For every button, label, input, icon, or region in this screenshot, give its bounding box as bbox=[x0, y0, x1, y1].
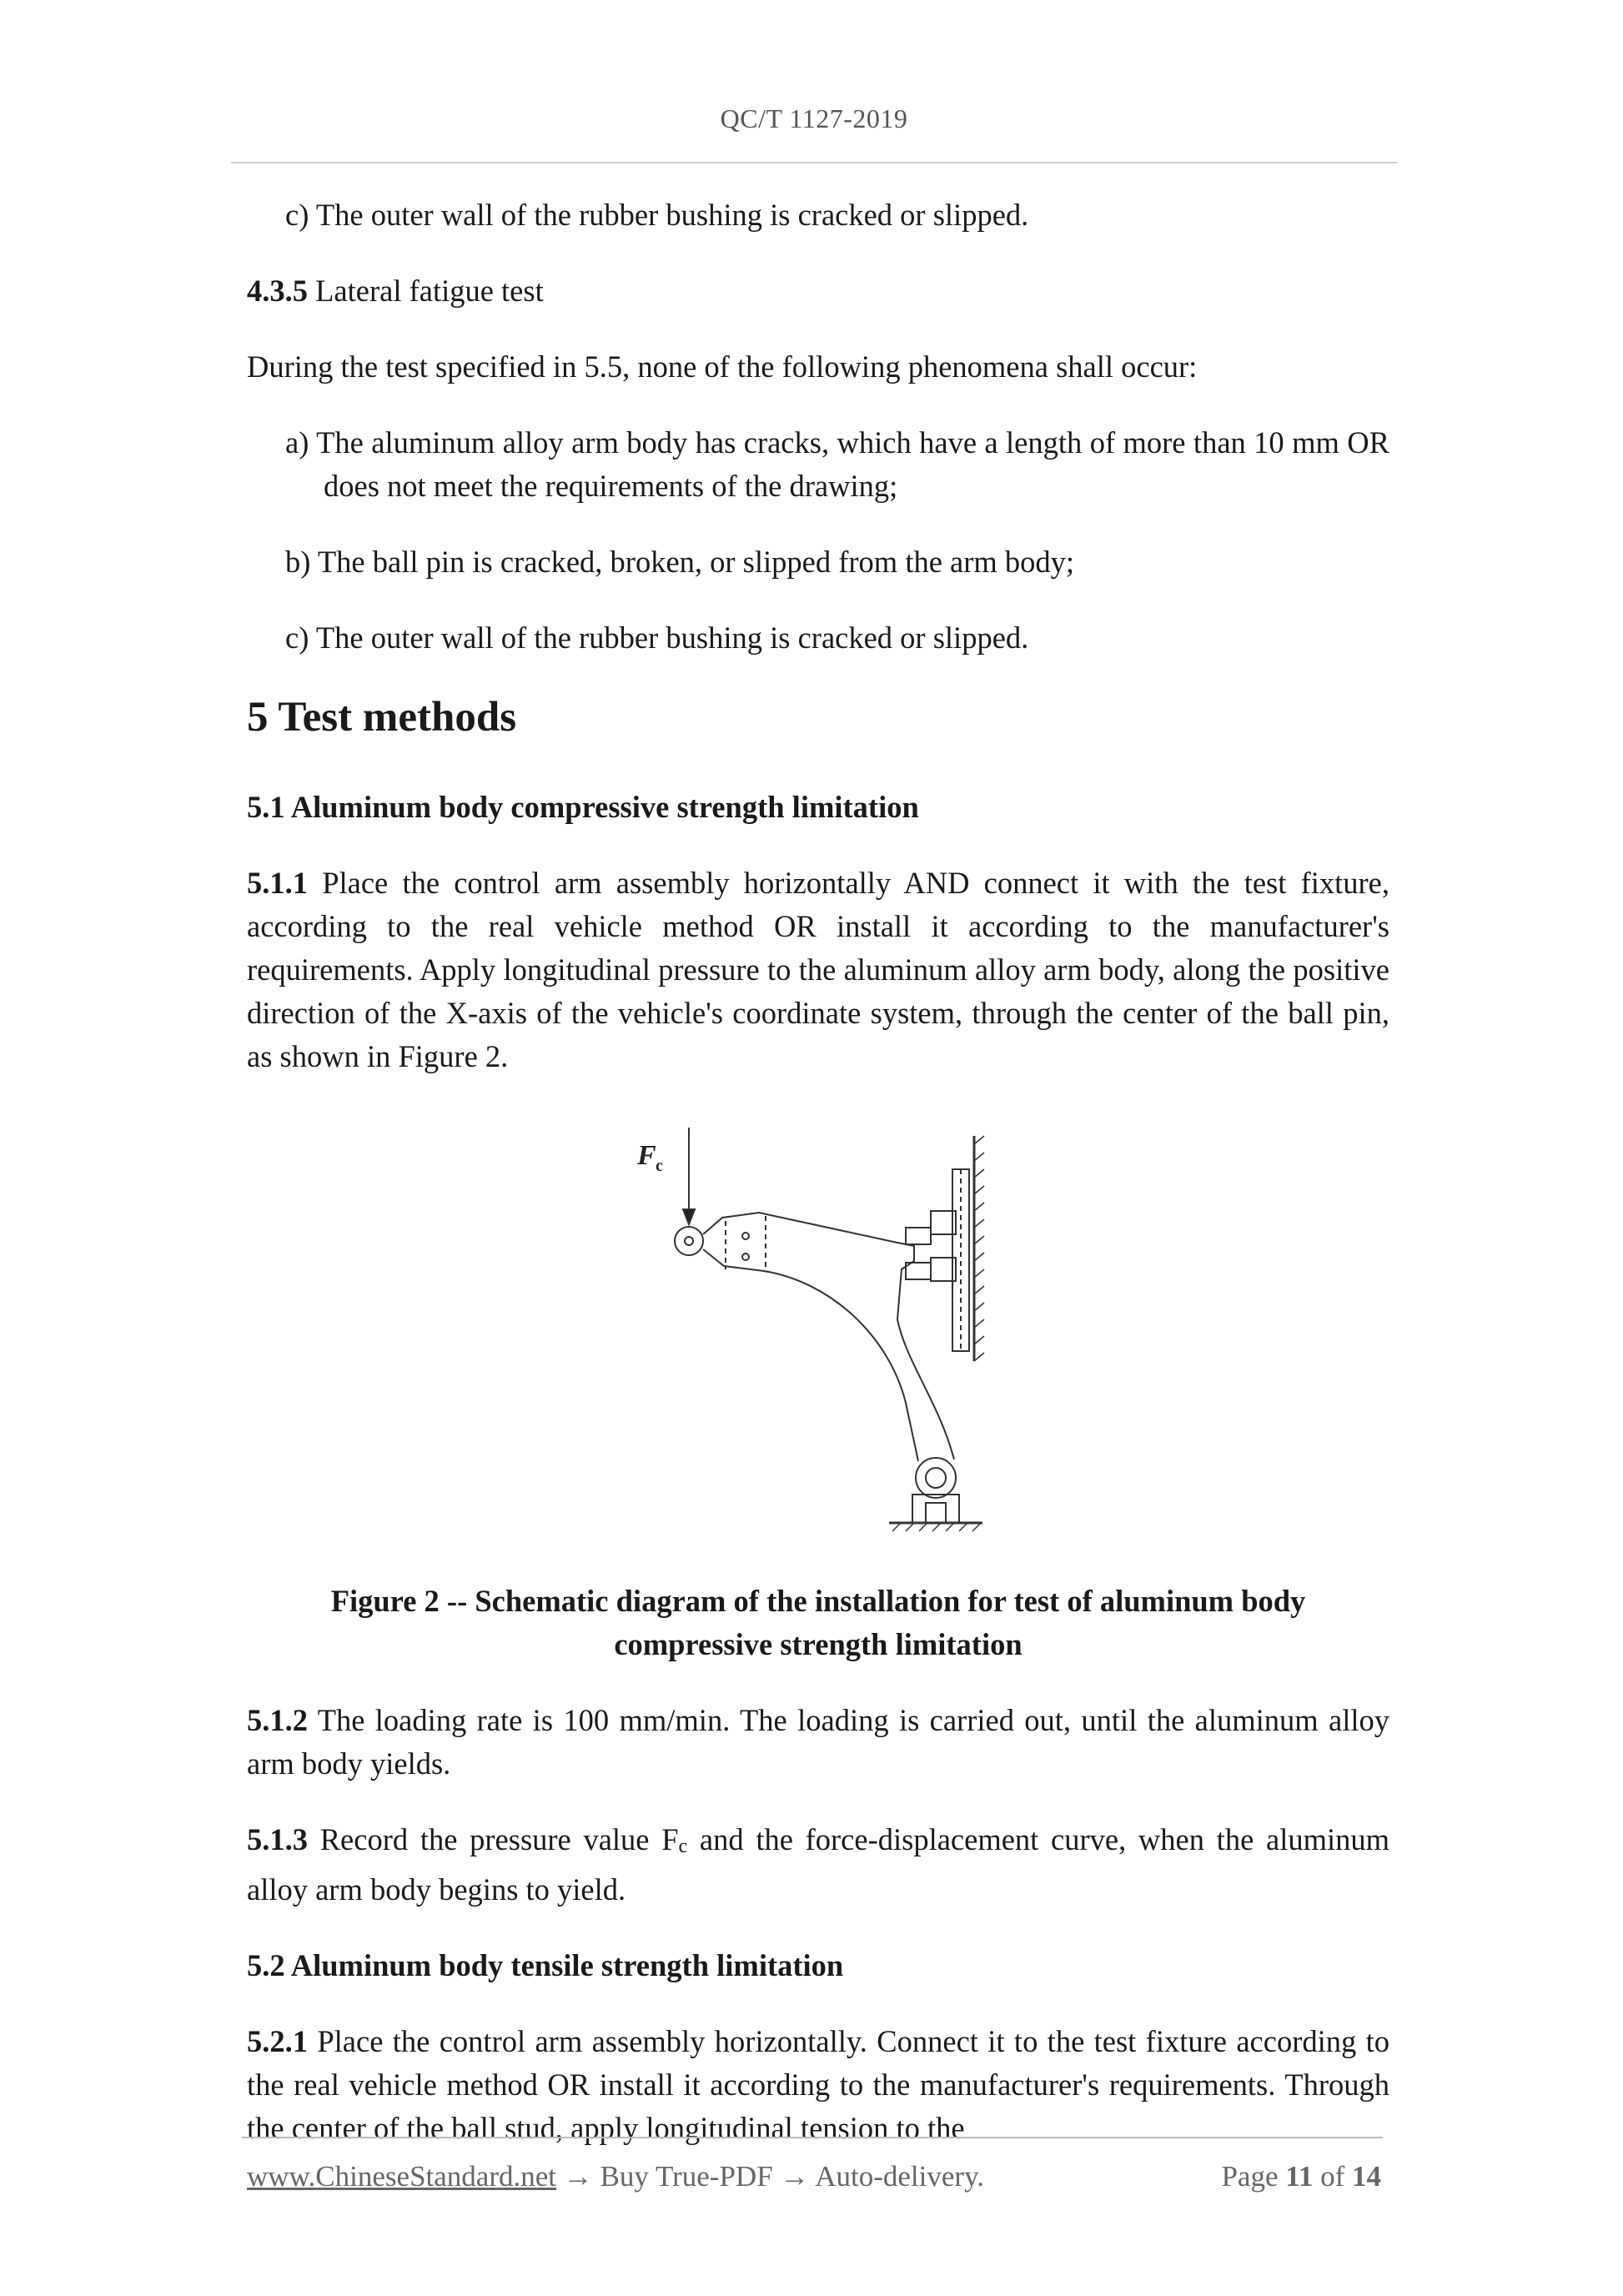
total-pages: 14 bbox=[1352, 2160, 1381, 2193]
list-item-c-4-3-4: c) The outer wall of the rubber bushing is cracked or slipped. bbox=[285, 198, 1029, 232]
page-word: Page bbox=[1221, 2160, 1286, 2193]
of-word: of bbox=[1313, 2160, 1352, 2193]
chapter-heading-test-methods: 5 Test methods bbox=[247, 694, 517, 741]
section-number: 5.2.1 bbox=[247, 2024, 308, 2058]
arm-lower-edge bbox=[703, 1249, 918, 1461]
arm-upper-edge bbox=[703, 1213, 897, 1243]
paragraph-5-1-2 bbox=[247, 1699, 1389, 1786]
section-5-1-heading: 5.1 Aluminum body compressive strength limitation bbox=[247, 790, 919, 824]
delivery-text: Auto-delivery. bbox=[809, 2160, 985, 2193]
subscript-c: c bbox=[678, 1836, 688, 1857]
lower-bushing bbox=[916, 1458, 956, 1498]
footer-links bbox=[247, 2160, 984, 2193]
chinesestandard-link[interactable]: www.ChineseStandard.net bbox=[247, 2160, 556, 2193]
buy-text: Buy True-PDF bbox=[592, 2160, 781, 2193]
figure-2-caption: Figure 2 -- Schematic diagram of the installation for test of aluminum body compressive strength limitation bbox=[330, 1584, 1306, 1661]
list-item-c-4-3-5: c) The outer wall of the rubber bushing is cracked or slipped. bbox=[285, 620, 1029, 655]
figure-2-diagram bbox=[247, 1111, 1389, 1543]
header-divider bbox=[231, 162, 1397, 163]
section-4-3-5-heading bbox=[247, 269, 1389, 313]
section-number: 5.1.2 bbox=[247, 1703, 308, 1737]
paragraph-text: Place the control arm assembly horizontally. Connect it to the test fixture according to the real vehicle method OR install it according to the manufacturer's requirements. Through the center of the ball stud, apply longitudinal tension to the bbox=[247, 2024, 1389, 2145]
force-label-subscript: c bbox=[656, 1157, 663, 1175]
section-number: 4.3.5 bbox=[247, 274, 308, 308]
arrow-right-icon: → bbox=[563, 2160, 593, 2193]
document-header: QC/T 1127-2019 bbox=[720, 103, 908, 133]
force-label: F bbox=[637, 1140, 656, 1171]
control-arm-schematic bbox=[247, 1111, 1389, 1543]
footer-divider bbox=[242, 2137, 1383, 2138]
list-item-a-4-3-5: a) The aluminum alloy arm body has cracks, which have a length of more than 10 mm OR does not meet the requirements of the drawing; bbox=[285, 425, 1389, 503]
paragraph-5-1-3 bbox=[247, 1818, 1389, 1912]
paragraph-text-pre: Record the pressure value F bbox=[308, 1822, 679, 1856]
section-5-2-heading: 5.2 Aluminum body tensile strength limitation bbox=[247, 1948, 844, 1982]
paragraph-4-3-5: During the test specified in 5.5, none of the following phenomena shall occur: bbox=[247, 349, 1198, 384]
current-page: 11 bbox=[1285, 2160, 1314, 2193]
arrow-right-icon: → bbox=[780, 2160, 810, 2193]
section-number: 5.1.3 bbox=[247, 1822, 308, 1856]
paragraph-5-2-1 bbox=[247, 2020, 1389, 2150]
force-arrow-head bbox=[683, 1209, 695, 1224]
page-content bbox=[247, 193, 1389, 2183]
section-number: 5.1.1 bbox=[247, 866, 308, 900]
paragraph-text-post: and the force-displacement curve, when the aluminum alloy arm body begins to yield. bbox=[247, 1822, 1390, 1907]
paragraph-5-1-1 bbox=[247, 862, 1389, 1078]
ball-pin bbox=[675, 1227, 703, 1255]
lower-support bbox=[912, 1495, 959, 1523]
section-title: Lateral fatigue test bbox=[308, 274, 544, 308]
paragraph-text: Place the control arm assembly horizontally AND connect it with the test fixture, according to the real vehicle method OR install it according to the manufacturer's requirements. Apply longitudinal pressure to the aluminum alloy arm body, along the positive direction of the X-axis of the vehicle's coordinate system, through the center of the ball pin, as shown in Figure 2. bbox=[247, 866, 1389, 1073]
page-number bbox=[1221, 2160, 1381, 2193]
list-item-b-4-3-5: b) The ball pin is cracked, broken, or slipped from the arm body; bbox=[285, 545, 1075, 579]
paragraph-text: The loading rate is 100 mm/min. The loading is carried out, until the aluminum alloy arm body yields. bbox=[247, 1703, 1389, 1781]
